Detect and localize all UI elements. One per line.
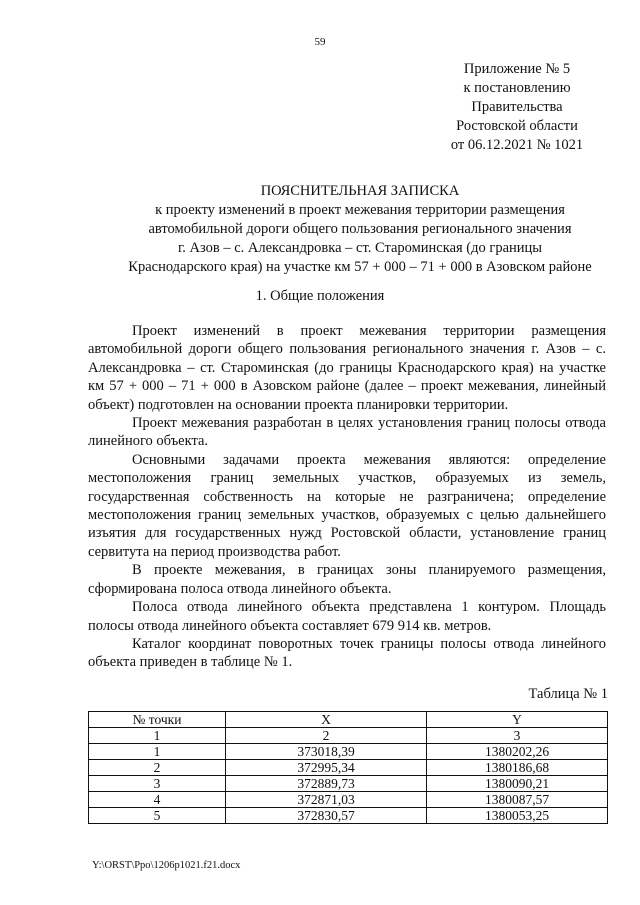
- table-caption: Таблица № 1: [528, 686, 608, 702]
- table-row: [89, 792, 608, 808]
- table-cell: 1: [89, 744, 226, 760]
- table-cell: 5: [89, 808, 226, 824]
- page-number: 59: [314, 36, 326, 48]
- paragraph: В проекте межевания, в границах зоны планируемого размещения, сформирована полоса отвода линейного объекта.: [88, 562, 606, 597]
- table-row: [89, 760, 608, 776]
- table-cell: 2: [226, 728, 427, 744]
- title-line: автомобильной дороги общего пользования регионального значения: [148, 221, 572, 237]
- title-line: г. Азов – с. Александровка – ст. Староминская (до границы: [177, 240, 543, 256]
- table-row: [89, 808, 608, 824]
- paragraph: Каталог координат поворотных точек границы полосы отвода линейного объекта приведен в таблице № 1.: [88, 635, 606, 671]
- footer-file-path: Y:\ORST\Ppo\1206p1021.f21.docx: [92, 860, 241, 871]
- table-cell: 1380053,25: [427, 808, 608, 824]
- table-cell: 1380202,26: [427, 744, 608, 760]
- table-cell: 1: [89, 728, 226, 744]
- header-y: Y: [427, 712, 608, 728]
- appendix-line: Правительства: [471, 99, 563, 115]
- title-line: Краснодарского края) на участке км 57 + 000 – 71 + 000 в Азовском районе: [128, 259, 592, 275]
- table-cell: 1380090,21: [427, 776, 608, 792]
- title-line: к проекту изменений в проект межевания территории размещения: [155, 202, 565, 218]
- header-point-number: № точки: [89, 712, 226, 728]
- appendix-line: от 06.12.2021 № 1021: [450, 137, 584, 153]
- table-cell: 372830,57: [226, 808, 427, 824]
- table-cell: 372995,34: [226, 760, 427, 776]
- table-cell: 372889,73: [226, 776, 427, 792]
- table-row: [89, 744, 608, 760]
- paragraph: Полоса отвода линейного объекта представлена 1 контуром. Площадь полосы отвода линейного объекта составляет 679 914 кв. метров.: [88, 599, 606, 634]
- table-header-row: [89, 712, 608, 728]
- title-heading: ПОЯСНИТЕЛЬНАЯ ЗАПИСКА: [260, 183, 460, 199]
- appendix-line: к постановлению: [463, 80, 571, 96]
- appendix-line: Ростовской области: [456, 118, 578, 134]
- table-cell: 4: [89, 792, 226, 808]
- header-x: X: [226, 712, 427, 728]
- table-row: [89, 776, 608, 792]
- paragraph: Проект межевания разработан в целях установления границ полосы отвода линейного объекта.: [88, 415, 606, 450]
- table-cell: 3: [427, 728, 608, 744]
- table-cell: 3: [89, 776, 226, 792]
- table-cell: 1380186,68: [427, 760, 608, 776]
- table-cell: 1380087,57: [427, 792, 608, 808]
- section-heading: 1. Общие положения: [255, 288, 385, 304]
- paragraph: Проект изменений в проект межевания территории размещения автомобильной дороги общего пользования регионального значения г. Азов – с. Александровка – ст. Староминская (до границы Краснодарского края) на участке км 57 + 000 – 71 + 000 в Азовском районе (далее – проект межевания, линейный объект) подготовлен на основании проекта планировки территории.: [88, 323, 606, 413]
- appendix-line: Приложение № 5: [463, 61, 571, 77]
- table-cell: 2: [89, 760, 226, 776]
- paragraph: Основными задачами проекта межевания являются: определение местоположения границ земельных участков, образуемых из земель, государственная собственность на которые не разграничена; определение местоположения границ земельных участков, образуемых с целью дальнейшего изъятия для государственных нужд Ростовской области, установление границ сервитута на период производства работ.: [88, 451, 606, 560]
- coordinates-table: [88, 711, 608, 824]
- appendix-block: [432, 60, 602, 155]
- document-title: [80, 182, 640, 277]
- body-text: [88, 322, 606, 672]
- table-cell: 372871,03: [226, 792, 427, 808]
- column-number-row: [89, 728, 608, 744]
- table-cell: 373018,39: [226, 744, 427, 760]
